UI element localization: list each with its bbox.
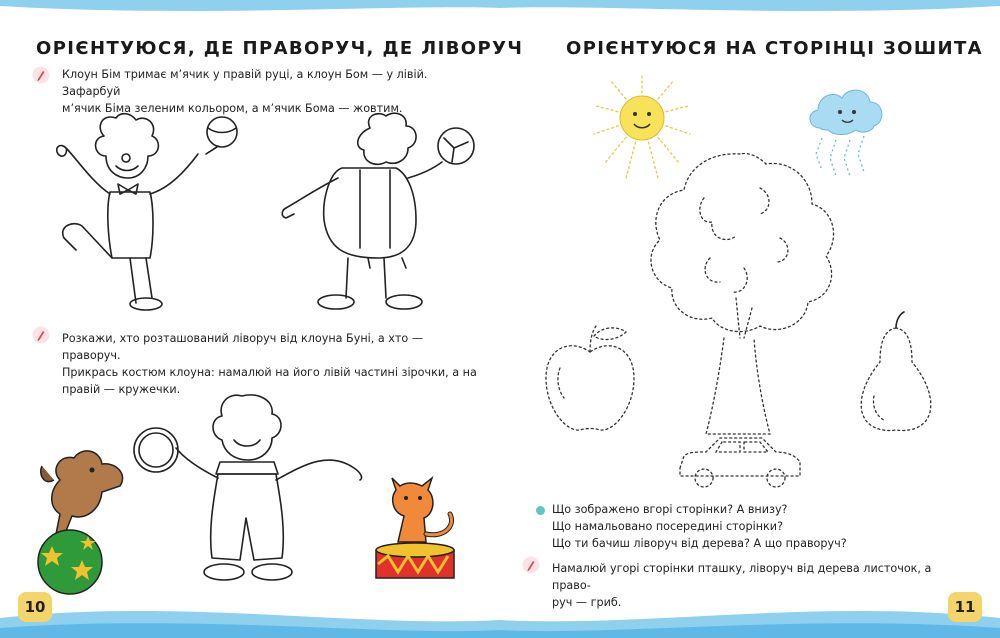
task2-line2: Прикрась костюм клоуна: намалюй на його лівій частині зірочки, а на: [62, 366, 477, 379]
right-page-title: ОРІЄНТУЮСЯ НА СТОРІНЦІ ЗОШИТА: [566, 38, 983, 59]
question3: Що ти бачиш ліворуч від дерева? А що праворуч?: [552, 537, 847, 550]
task2-line1: Розкажи, хто розташований ліворуч від клоуна Буні, а хто — праворуч.: [62, 332, 424, 362]
questions-text: [552, 501, 972, 552]
task-text: [552, 560, 972, 611]
page-number-right: 11: [948, 592, 982, 622]
task1-line2: м’ячик Біма зеленим кольором, а м’ячик Бома — жовтим.: [62, 102, 403, 115]
pencil-icon: [32, 66, 50, 84]
task-line2: руч — гриб.: [552, 596, 622, 609]
right-page: [500, 0, 1000, 638]
pencil-icon: [522, 556, 540, 574]
page-number-left: 10: [18, 592, 52, 622]
task1-line1: Клоун Бім тримає м’ячик у правій руці, а клоун Бом — у лівій. Зафарбуй: [62, 68, 428, 98]
pear-illustration: [850, 308, 940, 438]
dog-on-ball-illustration: [30, 440, 140, 586]
apple-illustration: [540, 318, 640, 438]
task2-line3: правій — кружечки.: [62, 383, 181, 396]
question2: Що намальовано посередині сторінки?: [552, 520, 784, 533]
left-page-title: ОРІЄНТУЮСЯ, ДЕ ПРАВОРУЧ, ДЕ ЛІВОРУЧ: [36, 38, 524, 59]
car-illustration: [676, 432, 806, 492]
tree-illustration: [640, 148, 840, 438]
question1: Що зображено вгорі сторінки? А внизу?: [552, 503, 788, 516]
task-line1: Намалюй угорі сторінки пташку, ліворуч від дерева листочок, а право-: [552, 562, 932, 592]
cat-on-drum-illustration: [364, 468, 464, 588]
clown-bim-illustration: [46, 108, 236, 313]
bullet-marker: [536, 506, 545, 515]
pencil-icon: [32, 326, 50, 344]
clown-buni-illustration: [128, 388, 378, 588]
clown-bom-illustration: [278, 108, 488, 313]
